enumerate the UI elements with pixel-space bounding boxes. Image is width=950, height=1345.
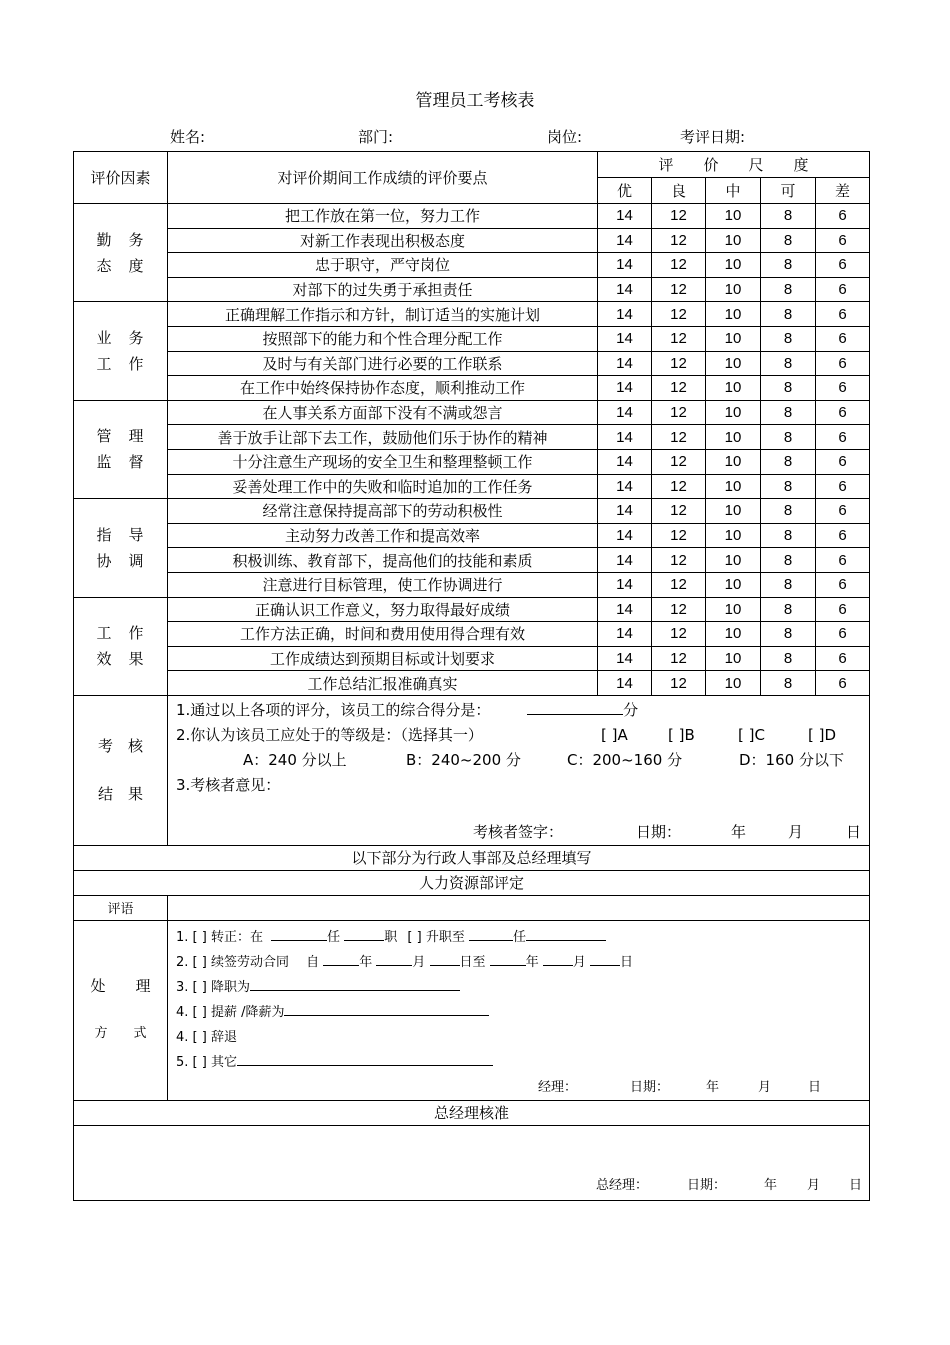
score-cell[interactable]: 6 xyxy=(816,572,870,597)
grade-range-a: A：240 分以上 xyxy=(243,750,347,769)
score-question: 1.通过以上各项的评分，该员工的综合得分是： xyxy=(176,700,491,719)
criteria-row xyxy=(74,228,870,253)
blank-field[interactable] xyxy=(543,951,573,966)
score-cell[interactable]: 10 xyxy=(706,671,761,696)
criteria-text: 对部下的过失勇于承担责任 xyxy=(168,277,598,302)
score-cell[interactable]: 14 xyxy=(598,204,652,229)
score-cell[interactable]: 12 xyxy=(652,425,706,450)
factor-cell xyxy=(74,302,168,400)
score-cell[interactable]: 6 xyxy=(816,548,870,573)
score-cell[interactable]: 10 xyxy=(706,326,761,351)
process-label-top: 处 理 xyxy=(90,977,151,996)
score-cell[interactable]: 8 xyxy=(761,474,816,499)
blank-field[interactable] xyxy=(469,926,513,941)
score-cell[interactable]: 10 xyxy=(706,499,761,524)
gm-date-label: 日期： xyxy=(687,1177,727,1193)
criteria-text: 积极训练、教育部下，提高他们的技能和素质 xyxy=(168,548,598,573)
score-cell[interactable]: 14 xyxy=(598,523,652,548)
score-cell[interactable]: 6 xyxy=(816,474,870,499)
score-cell[interactable]: 14 xyxy=(598,572,652,597)
grade-range-c: C：200~160 分 xyxy=(567,750,683,769)
score-cell[interactable]: 14 xyxy=(598,228,652,253)
factor-label: 勤 务 xyxy=(96,230,145,249)
score-cell[interactable]: 6 xyxy=(816,400,870,425)
blank-field[interactable] xyxy=(271,926,327,941)
criteria-row xyxy=(74,622,870,647)
score-cell[interactable]: 10 xyxy=(706,646,761,671)
grade-header: 良 xyxy=(652,178,706,204)
points-header: 对评价期间工作成绩的评价要点 xyxy=(168,152,598,204)
criteria-row xyxy=(74,597,870,622)
score-cell[interactable]: 8 xyxy=(761,597,816,622)
score-cell[interactable]: 14 xyxy=(598,548,652,573)
opinion-label: 3.考核者意见： xyxy=(176,775,281,794)
score-cell[interactable]: 10 xyxy=(706,597,761,622)
score-cell[interactable]: 12 xyxy=(652,572,706,597)
other-option[interactable]: 5. [ ] 其它 xyxy=(176,1054,237,1070)
score-cell[interactable]: 8 xyxy=(761,351,816,376)
score-cell[interactable]: 8 xyxy=(761,204,816,229)
score-cell[interactable]: 10 xyxy=(706,548,761,573)
score-cell[interactable]: 8 xyxy=(761,622,816,647)
blank-field[interactable] xyxy=(376,951,412,966)
blank-field[interactable] xyxy=(250,976,460,991)
score-cell[interactable]: 12 xyxy=(652,376,706,401)
confirm-option[interactable]: 1. [ ] 转正：在 xyxy=(176,929,263,945)
grade-range-b: B：240~200 分 xyxy=(406,750,521,769)
grade-header: 优 xyxy=(598,178,652,204)
score-cell[interactable]: 10 xyxy=(706,572,761,597)
factor-label: 管 理 xyxy=(96,427,145,446)
criteria-row xyxy=(74,376,870,401)
comment-field[interactable] xyxy=(168,895,870,920)
factor-label: 监 督 xyxy=(96,453,145,472)
blank-field[interactable] xyxy=(526,926,606,941)
result-month: 月 xyxy=(788,822,804,841)
score-cell[interactable]: 8 xyxy=(761,425,816,450)
criteria-row xyxy=(74,204,870,229)
criteria-text: 正确认识工作意义，努力取得最好成绩 xyxy=(168,597,598,622)
score-cell[interactable]: 14 xyxy=(598,622,652,647)
score-cell[interactable]: 10 xyxy=(706,351,761,376)
score-cell[interactable]: 10 xyxy=(706,622,761,647)
blank-field[interactable] xyxy=(430,951,460,966)
score-cell[interactable]: 14 xyxy=(598,253,652,278)
score-cell[interactable]: 12 xyxy=(652,277,706,302)
criteria-text: 工作成绩达到预期目标或计划要求 xyxy=(168,646,598,671)
gm-year: 年 xyxy=(764,1177,778,1193)
scale-header: 评 价 尺 度 xyxy=(598,152,870,178)
score-cell[interactable]: 8 xyxy=(761,523,816,548)
name-label: 姓名: xyxy=(170,128,206,146)
grade-header: 差 xyxy=(816,178,870,204)
label-text: 月 xyxy=(572,954,586,970)
blank-field[interactable] xyxy=(284,1001,489,1016)
result-year: 年 xyxy=(731,822,747,841)
score-cell[interactable]: 10 xyxy=(706,449,761,474)
score-cell[interactable]: 14 xyxy=(598,351,652,376)
comment-label: 评语 xyxy=(74,895,168,920)
score-cell[interactable]: 10 xyxy=(706,425,761,450)
criteria-row xyxy=(74,572,870,597)
gm-day: 日 xyxy=(849,1177,863,1193)
label-text: 年 xyxy=(359,954,373,970)
score-cell[interactable]: 6 xyxy=(816,277,870,302)
manager-signature-label: 经理： xyxy=(538,1079,578,1095)
score-cell[interactable]: 10 xyxy=(706,228,761,253)
score-cell[interactable]: 12 xyxy=(652,622,706,647)
score-cell[interactable]: 8 xyxy=(761,646,816,671)
score-unit: 分 xyxy=(623,700,639,719)
factor-cell xyxy=(74,499,168,597)
score-cell[interactable]: 10 xyxy=(706,302,761,327)
demote-option[interactable]: 3. [ ] 降职为 xyxy=(176,979,250,995)
grade-option-b[interactable]: [ ]B xyxy=(668,725,695,744)
score-cell[interactable]: 6 xyxy=(816,597,870,622)
blank-field[interactable] xyxy=(344,926,384,941)
score-cell[interactable]: 14 xyxy=(598,376,652,401)
score-cell[interactable]: 8 xyxy=(761,376,816,401)
criteria-text: 忠于职守，严守岗位 xyxy=(168,253,598,278)
grade-option-d[interactable]: [ ]D xyxy=(808,725,837,744)
factor-cell xyxy=(74,597,168,695)
score-cell[interactable]: 6 xyxy=(816,253,870,278)
process-content xyxy=(168,920,870,1100)
criteria-row xyxy=(74,253,870,278)
blank-field[interactable] xyxy=(237,1051,493,1066)
score-blank[interactable] xyxy=(527,700,623,715)
score-cell[interactable]: 12 xyxy=(652,474,706,499)
gm-approval-area[interactable] xyxy=(74,1125,870,1200)
position-label: 岗位: xyxy=(547,128,583,146)
score-cell[interactable]: 10 xyxy=(706,523,761,548)
label-text: 年 xyxy=(525,954,539,970)
score-cell[interactable]: 8 xyxy=(761,572,816,597)
score-cell[interactable]: 8 xyxy=(761,253,816,278)
criteria-text: 对新工作表现出积极态度 xyxy=(168,228,598,253)
result-label-top: 考 核 xyxy=(97,737,143,756)
grade-header: 可 xyxy=(761,178,816,204)
score-cell[interactable]: 14 xyxy=(598,474,652,499)
factor-cell xyxy=(74,400,168,498)
department-label: 部门: xyxy=(358,128,394,146)
criteria-row xyxy=(74,548,870,573)
criteria-row xyxy=(74,302,870,327)
criteria-row xyxy=(74,449,870,474)
dismiss-option[interactable]: 4. [ ] 辞退 xyxy=(176,1029,237,1045)
grade-option-c[interactable]: [ ]C xyxy=(738,725,765,744)
score-cell[interactable]: 14 xyxy=(598,277,652,302)
criteria-row xyxy=(74,671,870,696)
criteria-row xyxy=(74,425,870,450)
score-cell[interactable]: 10 xyxy=(706,400,761,425)
score-cell[interactable]: 14 xyxy=(598,671,652,696)
process-label xyxy=(74,920,168,1100)
score-cell[interactable]: 8 xyxy=(761,277,816,302)
criteria-text: 善于放手让部下去工作，鼓励他们乐于协作的精神 xyxy=(168,425,598,450)
label-text: 任 xyxy=(327,929,341,945)
grade-range-d: D：160 分以下 xyxy=(739,750,844,769)
criteria-row xyxy=(74,646,870,671)
label-text: 月 xyxy=(412,954,426,970)
score-cell[interactable]: 12 xyxy=(652,499,706,524)
reviewer-signature-label: 考核者签字： xyxy=(473,822,564,841)
label-text: 日 xyxy=(620,954,634,970)
factor-label: 工 作 xyxy=(96,355,145,374)
criteria-row xyxy=(74,499,870,524)
score-cell[interactable]: 10 xyxy=(706,376,761,401)
criteria-text: 主动努力改善工作和提高效率 xyxy=(168,523,598,548)
blank-field[interactable] xyxy=(590,951,620,966)
criteria-text: 十分注意生产现场的安全卫生和整理整顿工作 xyxy=(168,449,598,474)
criteria-row xyxy=(74,474,870,499)
criteria-text: 把工作放在第一位，努力工作 xyxy=(168,204,598,229)
factor-label: 协 调 xyxy=(96,551,145,570)
score-cell[interactable]: 12 xyxy=(652,253,706,278)
score-cell[interactable]: 8 xyxy=(761,548,816,573)
score-cell[interactable]: 6 xyxy=(816,326,870,351)
score-cell[interactable]: 8 xyxy=(761,400,816,425)
score-cell[interactable]: 12 xyxy=(652,671,706,696)
evaluation-table-body xyxy=(74,152,870,696)
score-cell[interactable]: 12 xyxy=(652,204,706,229)
criteria-row xyxy=(74,277,870,302)
result-content xyxy=(168,695,870,845)
score-cell[interactable]: 6 xyxy=(816,499,870,524)
score-cell[interactable]: 10 xyxy=(706,204,761,229)
score-cell[interactable]: 12 xyxy=(652,597,706,622)
label-text: 日至 xyxy=(459,954,486,970)
score-cell[interactable]: 12 xyxy=(652,449,706,474)
score-cell[interactable]: 14 xyxy=(598,302,652,327)
criteria-row xyxy=(74,400,870,425)
gm-month: 月 xyxy=(807,1177,821,1193)
factor-label: 指 导 xyxy=(96,525,145,544)
score-cell[interactable]: 6 xyxy=(816,302,870,327)
result-label xyxy=(74,695,168,845)
result-date-label: 日期： xyxy=(636,822,682,841)
result-label-bottom: 结 果 xyxy=(97,785,143,804)
score-cell[interactable]: 6 xyxy=(816,671,870,696)
grade-header: 中 xyxy=(706,178,761,204)
score-cell[interactable]: 12 xyxy=(652,400,706,425)
score-cell[interactable]: 12 xyxy=(652,326,706,351)
page-title: 管理员工考核表 xyxy=(415,91,535,111)
process-day: 日 xyxy=(808,1079,822,1095)
score-cell[interactable]: 12 xyxy=(652,351,706,376)
score-cell[interactable]: 6 xyxy=(816,228,870,253)
process-year: 年 xyxy=(706,1079,720,1095)
criteria-text: 工作方法正确，时间和费用使用得合理有效 xyxy=(168,622,598,647)
score-cell[interactable]: 6 xyxy=(816,425,870,450)
result-day: 日 xyxy=(846,822,862,841)
promote-option[interactable]: [ ] 升职至 xyxy=(407,929,465,945)
process-label-bottom: 方 式 xyxy=(94,1026,147,1042)
score-cell[interactable]: 8 xyxy=(761,326,816,351)
score-cell[interactable]: 12 xyxy=(652,302,706,327)
factor-label: 效 果 xyxy=(96,650,145,669)
process-month: 月 xyxy=(758,1079,772,1095)
score-cell[interactable]: 14 xyxy=(598,425,652,450)
score-cell[interactable]: 8 xyxy=(761,671,816,696)
criteria-text: 按照部下的能力和个性合理分配工作 xyxy=(168,326,598,351)
score-cell[interactable]: 14 xyxy=(598,646,652,671)
hr-note: 以下部分为行政人事部及总经理填写 xyxy=(74,845,870,870)
score-cell[interactable]: 8 xyxy=(761,449,816,474)
score-cell[interactable]: 14 xyxy=(598,400,652,425)
renew-contract-option[interactable]: 2. [ ] 续签劳动合同 自 xyxy=(176,954,320,970)
score-cell[interactable]: 6 xyxy=(816,204,870,229)
process-date-label: 日期： xyxy=(630,1079,670,1095)
score-cell[interactable]: 6 xyxy=(816,622,870,647)
criteria-text: 正确理解工作指示和方针，制订适当的实施计划 xyxy=(168,302,598,327)
score-cell[interactable]: 12 xyxy=(652,548,706,573)
gm-signature-label: 总经理： xyxy=(596,1177,649,1193)
factor-cell xyxy=(74,204,168,302)
score-cell[interactable]: 6 xyxy=(816,351,870,376)
label-text: 职 xyxy=(384,929,398,945)
score-cell[interactable]: 10 xyxy=(706,277,761,302)
criteria-text: 经常注意保持提高部下的劳动积极性 xyxy=(168,499,598,524)
score-cell[interactable]: 14 xyxy=(598,499,652,524)
factor-label: 业 务 xyxy=(96,329,145,348)
score-cell[interactable]: 8 xyxy=(761,302,816,327)
criteria-row xyxy=(74,326,870,351)
score-cell[interactable]: 6 xyxy=(816,646,870,671)
factor-label: 工 作 xyxy=(96,624,145,643)
score-cell[interactable]: 12 xyxy=(652,646,706,671)
score-cell[interactable]: 6 xyxy=(816,376,870,401)
salary-option[interactable]: 4. [ ] 提薪 /降薪为 xyxy=(176,1004,285,1020)
factor-label: 态 度 xyxy=(96,256,145,275)
criteria-row xyxy=(74,351,870,376)
gm-title: 总经理核准 xyxy=(74,1100,870,1125)
criteria-row xyxy=(74,523,870,548)
criteria-text: 工作总结汇报准确真实 xyxy=(168,671,598,696)
score-cell[interactable]: 8 xyxy=(761,228,816,253)
blank-field[interactable] xyxy=(490,951,526,966)
blank-field[interactable] xyxy=(323,951,359,966)
hr-title: 人力资源部评定 xyxy=(74,870,870,895)
criteria-text: 在工作中始终保持协作态度，顺利推动工作 xyxy=(168,376,598,401)
evaluation-date-label: 考评日期: xyxy=(680,128,746,146)
score-cell[interactable]: 6 xyxy=(816,449,870,474)
criteria-text: 及时与有关部门进行必要的工作联系 xyxy=(168,351,598,376)
grade-option-a[interactable]: [ ]A xyxy=(601,725,628,744)
score-cell[interactable]: 10 xyxy=(706,474,761,499)
criteria-text: 妥善处理工作中的失败和临时追加的工作任务 xyxy=(168,474,598,499)
score-cell[interactable]: 8 xyxy=(761,499,816,524)
factor-header: 评价因素 xyxy=(74,152,168,204)
score-cell[interactable]: 14 xyxy=(598,326,652,351)
score-cell[interactable]: 12 xyxy=(652,523,706,548)
criteria-text: 注意进行目标管理，使工作协调进行 xyxy=(168,572,598,597)
label-text: 任 xyxy=(512,929,526,945)
evaluation-table xyxy=(73,151,870,1201)
score-cell[interactable]: 12 xyxy=(652,228,706,253)
score-cell[interactable]: 6 xyxy=(816,523,870,548)
criteria-text: 在人事关系方面部下没有不满或怨言 xyxy=(168,400,598,425)
grade-question: 2.你认为该员工应处于的等级是：（选择其一） xyxy=(176,725,483,744)
score-cell[interactable]: 14 xyxy=(598,449,652,474)
score-cell[interactable]: 10 xyxy=(706,253,761,278)
score-cell[interactable]: 14 xyxy=(598,597,652,622)
